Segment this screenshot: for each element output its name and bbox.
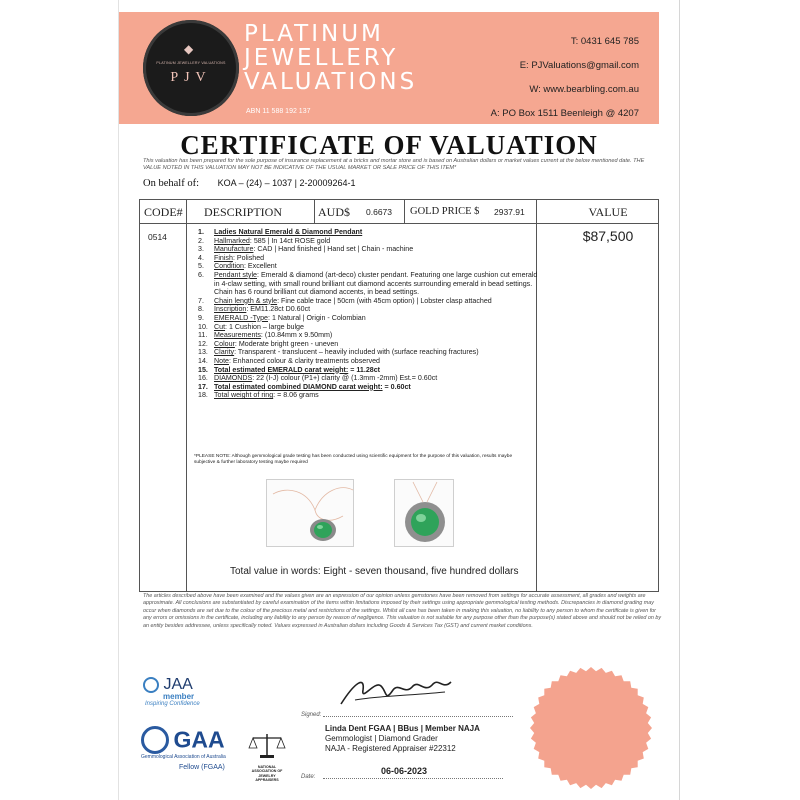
item-label: Cut xyxy=(214,322,226,331)
contact-website: W: www.bearbling.com.au xyxy=(529,84,639,95)
item-text xyxy=(214,374,538,383)
signer-name: Linda Dent FGAA | BBus | Member NAJA xyxy=(325,724,480,733)
signed-label: Signed: xyxy=(301,712,322,718)
description-item xyxy=(198,254,538,263)
item-number: 2. xyxy=(198,236,204,245)
item-detail: : Transparent - translucent – heavily included with (surface reaching fractures) xyxy=(234,348,479,357)
item-label: Total estimated EMERALD carat weight: xyxy=(214,365,349,374)
item-number: 9. xyxy=(198,313,204,322)
item-text xyxy=(214,366,538,375)
header-value: VALUE xyxy=(588,205,628,219)
item-detail: : 1 Cushion – large bulge xyxy=(225,322,304,331)
diamond-icon: ◆ xyxy=(184,42,194,56)
terms-fineprint: The articles described above have been examined and the values given are an expression of our opinion unless gemstones have been removed from settings for accurate assessment, all grades and weights are approximate. All conclusions are substantiated by careful examination of the items within limitations imposed by their settings using appropriate gemmological testing methods. Discrepancies in diamond grading may occur when diamonds are set due to the colour of the precious metal and restrictions of the settings. Whilst all care has been taken in making this valuation, no liability to any person to whom the certificate is given for any errors or omissions in the certificate, including any liability to any person by reason of negligence. This valuation is not suitable for any purpose other than the purpose(s) stated above and should not be relied on by an entity besides addressee, unless specifically noted. Values expressed in Australian dollars including Goods & Services Tax (GST) and current market conditions. xyxy=(143,593,662,629)
item-number: 15. xyxy=(198,365,208,374)
description-item xyxy=(198,305,538,314)
contact-block xyxy=(439,36,639,132)
item-text xyxy=(214,271,538,297)
header-gold-label: GOLD PRICE $ xyxy=(410,206,480,217)
item-label: Inscription xyxy=(214,305,247,314)
item-text xyxy=(214,357,538,366)
item-number: 11. xyxy=(198,331,208,340)
item-code: 0514 xyxy=(148,232,167,242)
item-detail: = 11.28ct xyxy=(348,365,381,374)
description-item xyxy=(198,357,538,366)
header-gold-value: 2937.91 xyxy=(494,207,525,217)
description-item xyxy=(198,228,538,237)
description-item xyxy=(198,374,538,383)
item-label: Ladies Natural Emerald & Diamond Pendant xyxy=(214,228,363,236)
item-label: Chain length & style xyxy=(214,296,278,305)
behalf-label: On behalf of: xyxy=(143,178,199,189)
table-header-row xyxy=(140,200,658,224)
item-label: Note xyxy=(214,356,229,365)
abn-number: ABN 11 588 192 137 xyxy=(246,108,311,115)
item-number: 16. xyxy=(198,374,208,383)
item-detail: : 22 (I-J) colour (P1+) clarity @ (1.3mm -2mm) Est.= 0.60ct xyxy=(252,374,438,383)
item-number: 10. xyxy=(198,322,208,331)
item-number: 18. xyxy=(198,391,208,400)
naja-logo xyxy=(247,732,287,783)
naja-name: NATIONAL ASSOCIATION OF JEWELRY APPRAISERS xyxy=(251,765,283,783)
header-banner xyxy=(119,12,659,124)
item-detail: : Emerald & diamond (art-deco) cluster pendant. Featuring one large cushion cut emerald in 4-claw setting, with small round brilliant cut diamond accents surrounding emerald in bead settings. Chain has 6 round brilliant cut diamond accents, in bead settings. xyxy=(214,270,538,297)
pendant-photo-closeup xyxy=(394,479,454,547)
item-text xyxy=(214,391,538,400)
gaa-emblem-icon xyxy=(141,726,169,754)
item-label: Measurements xyxy=(214,331,261,340)
description-item xyxy=(198,314,538,323)
contact-email: E: PJValuations@gmail.com xyxy=(519,60,639,71)
item-label: Pendant style xyxy=(214,270,257,279)
description-item xyxy=(198,331,538,340)
contact-phone: T: 0431 645 785 xyxy=(570,36,639,47)
date-line xyxy=(323,778,503,779)
insurance-disclaimer: This valuation has been prepared for the sole purpose of insurance replacement at a bricks and mortar store and is based on Australian dollars or market values current at the below mentioned date. THE VALUE NOTED IN THIS VALUATION MAY NOT BE INDICATIVE OF THE USUAL MARKET OR SALE PRICE OF THIS ITEM* xyxy=(143,158,645,172)
item-label: Finish xyxy=(214,253,233,262)
item-number: 5. xyxy=(198,262,204,271)
item-label: Hallmarked xyxy=(214,236,250,245)
item-number: 6. xyxy=(198,270,204,279)
description-item xyxy=(198,391,538,400)
signer-registration: NAJA - Registered Appraiser #22312 xyxy=(325,744,456,753)
item-detail: = 0.60ct xyxy=(382,382,411,391)
signer-role: Gemmologist | Diamond Grader xyxy=(325,734,438,743)
item-label: Condition xyxy=(214,262,244,271)
description-item xyxy=(198,383,538,392)
item-number: 12. xyxy=(198,339,208,348)
item-text xyxy=(214,297,538,306)
description-item xyxy=(198,348,538,357)
description-item xyxy=(198,245,538,254)
item-text xyxy=(214,237,538,246)
jaa-logo xyxy=(143,676,200,707)
gaa-fellow: Fellow (FGAA) xyxy=(179,764,225,771)
embossed-seal xyxy=(529,666,653,790)
item-number: 4. xyxy=(198,253,204,262)
item-text xyxy=(214,348,538,357)
valuation-date: 06-06-2023 xyxy=(381,766,428,776)
item-number: 17. xyxy=(198,382,208,391)
item-text xyxy=(214,262,538,271)
scales-icon xyxy=(247,732,287,760)
item-label: Clarity xyxy=(214,348,235,357)
brand-line-2: JEWELLERY xyxy=(244,45,399,71)
item-detail: : = 8.06 grams xyxy=(273,391,319,400)
on-behalf-of xyxy=(143,178,356,189)
item-number: 14. xyxy=(198,356,208,365)
logo-tagline: PLATINUM JEWELLERY VALUATIONS xyxy=(156,61,226,65)
item-text xyxy=(214,245,538,254)
pjv-logo xyxy=(143,20,239,116)
item-detail: : (10.84mm x 9.50mm) xyxy=(260,331,333,340)
header-description: DESCRIPTION xyxy=(204,205,283,219)
logo-letters: PJV xyxy=(170,70,212,85)
item-number: 7. xyxy=(198,296,204,305)
pendant-photo-full xyxy=(266,479,354,547)
jaa-member: member xyxy=(163,692,195,702)
item-text xyxy=(214,254,538,263)
description-item xyxy=(198,297,538,306)
date-label: Date: xyxy=(301,774,316,780)
certificate-title: CERTIFICATE OF VALUATION xyxy=(180,130,598,160)
item-value: $87,500 xyxy=(582,228,634,244)
signature-line xyxy=(323,716,513,717)
description-item xyxy=(198,323,538,332)
gaa-name: GAA xyxy=(173,726,225,753)
description-item xyxy=(198,271,538,297)
signature-mark xyxy=(335,672,455,712)
jaa-tagline: Inspiring Confidence xyxy=(145,701,200,708)
certificate-page xyxy=(118,0,680,800)
item-text xyxy=(214,323,538,332)
item-text xyxy=(214,314,538,323)
header-aud-value: 0.6673 xyxy=(366,207,392,217)
table-divider-gold xyxy=(404,200,405,224)
item-number: 1. xyxy=(198,228,204,236)
brand-line-3: VALUATIONS xyxy=(244,69,418,95)
item-text xyxy=(214,383,538,392)
item-label: DIAMONDS xyxy=(214,374,253,383)
value-in-words: Total value in words: Eight - seven thousand, five hundred dollars xyxy=(230,566,519,577)
description-list xyxy=(198,228,538,400)
description-item xyxy=(198,340,538,349)
item-detail: : 1 Natural | Origin - Colombian xyxy=(268,313,366,322)
item-label: Colour xyxy=(214,339,235,348)
brand-line-1: PLATINUM xyxy=(244,21,384,47)
gaa-logo xyxy=(141,726,226,771)
behalf-reference: KOA – (24) – 1037 | 2-20009264-1 xyxy=(217,178,356,188)
gaa-full-name: Gemmological Association of Australia xyxy=(141,754,226,760)
brand-name xyxy=(244,22,464,94)
jaa-name: JAA xyxy=(163,676,193,693)
item-detail: : EM11.28ct D0.60ct xyxy=(246,305,311,314)
item-label: Total estimated combined DIAMOND carat weight: xyxy=(214,382,383,391)
item-detail: : Moderate bright green - uneven xyxy=(234,339,339,348)
item-number: 8. xyxy=(198,305,204,314)
item-text xyxy=(214,340,538,349)
item-detail: : Fine cable trace | 50cm (with 45cm option) | Lobster clasp attached xyxy=(277,296,492,305)
please-note: *PLEASE NOTE: Although gemmological grade testing has been conducted using scientific equipment for the purpose of this valuation, results maybe subjective & further laboratory testing maybe required xyxy=(194,454,513,466)
jaa-icon xyxy=(143,677,159,693)
header-aud-label: AUD$ xyxy=(318,205,350,219)
item-detail: : 585 | In 14ct ROSE gold xyxy=(249,236,331,245)
item-label: Manufacture xyxy=(214,245,254,254)
signer-details xyxy=(325,724,480,754)
description-item xyxy=(198,237,538,246)
item-detail: : Enhanced colour & clarity treatments observed xyxy=(228,356,381,365)
description-item xyxy=(198,262,538,271)
valuation-table xyxy=(139,199,659,592)
item-number: 13. xyxy=(198,348,208,357)
item-label: EMERALD -Type xyxy=(214,313,269,322)
item-detail: : Excellent xyxy=(243,262,277,271)
table-divider-code xyxy=(186,200,187,591)
item-text xyxy=(214,331,538,340)
item-label: Total weight of ring xyxy=(214,391,274,400)
table-divider-aud xyxy=(314,200,315,224)
header-code: CODE# xyxy=(144,205,183,219)
item-detail: : Polished xyxy=(232,253,265,262)
contact-address: A: PO Box 1511 Beenleigh @ 4207 xyxy=(490,108,639,119)
item-number: 3. xyxy=(198,245,204,254)
description-item xyxy=(198,366,538,375)
item-detail: : CAD | Hand finished | Hand set | Chain - machine xyxy=(253,245,414,254)
item-text xyxy=(214,228,538,237)
item-text xyxy=(214,305,538,314)
